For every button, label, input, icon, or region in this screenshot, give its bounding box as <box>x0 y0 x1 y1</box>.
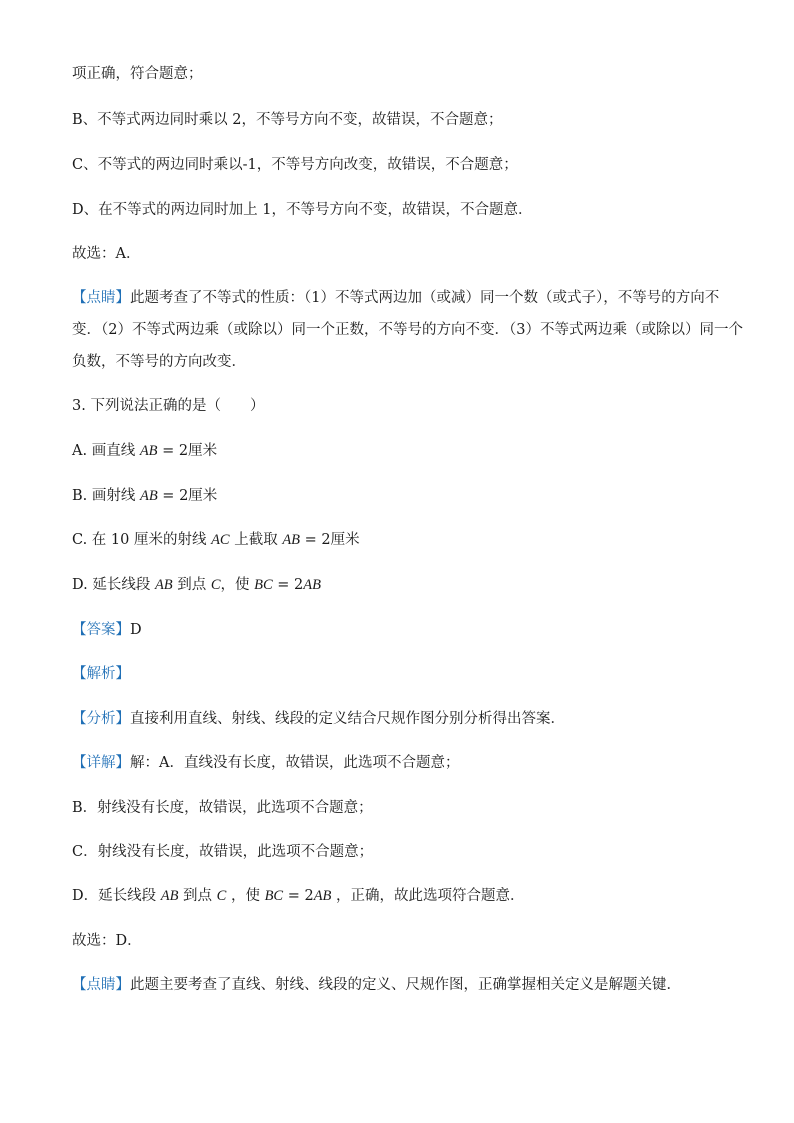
text-line: B、不等式两边同时乘以 2，不等号方向不变，故错误，不合题意； <box>72 112 503 128</box>
dianjing2-line: 【点睛】此题主要考查了直线、射线、线段的定义、尺规作图，正确掌握相关定义是解题关键． <box>72 977 681 993</box>
xiangjie-line: 【详解】解：A．直线没有长度，故错误，此选项不合题意； <box>72 755 460 771</box>
fenxi-tag: 【分析】 <box>72 711 130 727</box>
choose-line: 故选：D． <box>72 933 142 949</box>
answer-tag: 【答案】 <box>72 622 130 638</box>
answer-value: D <box>130 622 142 638</box>
dianjing-line-3: 负数，不等号的方向改变． <box>72 354 246 370</box>
fenxi-line: 【分析】直接利用直线、射线、线段的定义结合尺规作图分别分析得出答案． <box>72 711 565 727</box>
text-line: 故选：A． <box>72 246 141 262</box>
jiexi-line <box>72 664 754 684</box>
jiexi-tag: 【解析】 <box>72 666 130 682</box>
text-line: D、在不等式的两边同时加上 1，不等号方向不变，故错误，不合题意． <box>72 202 533 218</box>
answer-line <box>72 620 754 640</box>
text-line: 项正确，符合题意； <box>72 66 203 82</box>
option-b: B. 画射线 AB = 2厘米 <box>72 488 218 504</box>
dianjing-tag: 【点睛】 <box>72 290 130 306</box>
dianjing2-tag: 【点睛】 <box>72 977 130 993</box>
detail-line-d: D．延长线段 AB 到点 C ，使 BC = 2AB ，正确，故此选项符合题意． <box>72 888 525 904</box>
xiangjie-tag: 【详解】 <box>72 755 130 771</box>
detail-line: B．射线没有长度，故错误，此选项不合题意； <box>72 800 373 816</box>
text-line: C、不等式的两边同时乘以-1，不等号方向改变，故错误，不合题意； <box>72 157 518 173</box>
option-c: C. 在 10 厘米的射线 AC 上截取 AB = 2厘米 <box>72 532 360 548</box>
question-stem: 3. 下列说法正确的是（ ） <box>72 398 265 414</box>
detail-line: C．射线没有长度，故错误，此选项不合题意； <box>72 844 374 860</box>
option-a: A. 画直线 AB = 2厘米 <box>72 443 218 459</box>
dianjing-text: 此题考查了不等式的性质：（1）不等式两边加（或减）同一个数（或式子），不等号的方向不 <box>130 290 720 306</box>
dianjing-line-1 <box>72 288 754 308</box>
option-d: D. 延长线段 AB 到点 C，使 BC = 2AB <box>72 577 321 593</box>
dianjing-line-2: 变．（2）不等式两边乘（或除以）同一个正数，不等号的方向不变．（3）不等式两边乘（或除以）同一个 <box>72 322 743 338</box>
